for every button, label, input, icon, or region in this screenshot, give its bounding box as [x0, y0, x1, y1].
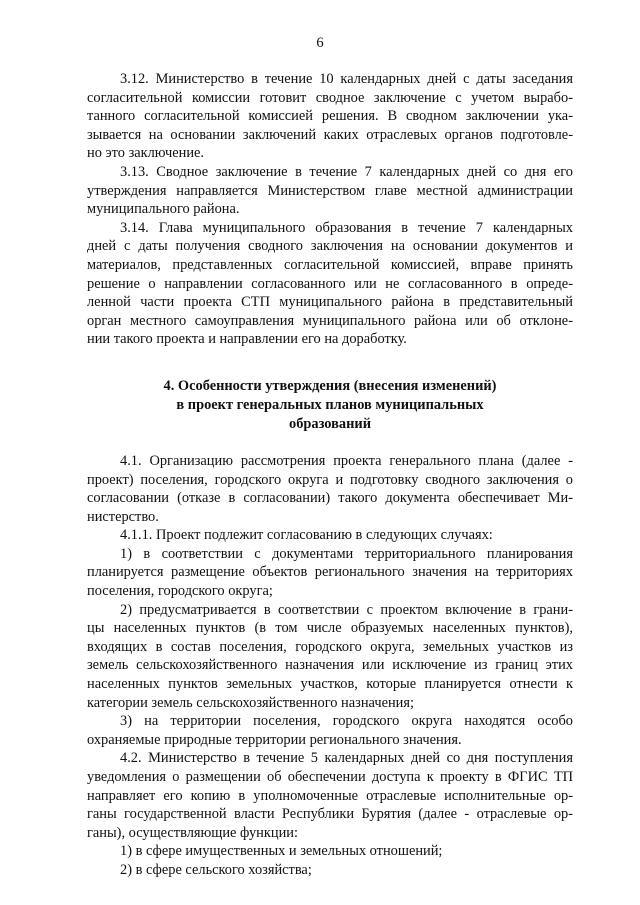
- text-line: 4.1.1. Проект подлежит согласованию в следующих случаях:: [120, 527, 493, 544]
- text-line: 2) предусматривается в соответствии с проектом включение в грани-: [120, 601, 573, 618]
- paragraphs-bottom: [87, 452, 573, 880]
- text-line: танного согласительной комиссией решения. В сводном заключении ука-: [87, 108, 573, 125]
- text-line: дней с даты получения сводного заключения на основании документов и: [87, 238, 573, 255]
- text-line: 3) на территории поселения, городского округа находятся особо: [120, 713, 573, 730]
- text-line: решение о направлении согласованного или не согласованного в опреде-: [87, 275, 573, 292]
- section-heading-line: в проект генеральных планов муниципальных: [176, 396, 484, 413]
- paragraph-p-func-2: [87, 861, 573, 880]
- paragraph-p-item-1: [87, 545, 573, 601]
- text-line: нистерство.: [87, 508, 159, 525]
- text-line: 1) в соответствии с документами территориального планирования: [120, 545, 573, 562]
- text-line: согласительной комиссии готовит сводное заключение с учетом вырабо-: [87, 89, 573, 106]
- text-line: 2) в сфере сельского хозяйства;: [120, 861, 312, 878]
- section-heading-line: 4. Особенности утверждения (внесения изменений): [163, 377, 497, 394]
- paragraph-p-4-2: [87, 749, 573, 842]
- paragraph-p-4-1-1: [87, 526, 573, 545]
- text-line: 3.14. Глава муниципального образования в течение 7 календарных: [120, 219, 573, 236]
- paragraph-p-item-3: [87, 712, 573, 749]
- text-line: согласовании (отказе в согласовании) такого документа обеспечивает Ми-: [87, 490, 573, 507]
- text-line: ленной части проекта СТП муниципального района в представительный: [87, 294, 573, 311]
- text-line: планируется размещение объектов регионального значения на территориях: [87, 564, 573, 581]
- paragraph-p-3-14: [87, 219, 573, 349]
- text-line: муниципального района.: [87, 201, 240, 218]
- text-line: поселения, городского округа;: [87, 583, 273, 600]
- text-line: 4.1. Организацию рассмотрения проекта генерального плана (далее -: [120, 452, 573, 469]
- text-line: 4.2. Министерство в течение 5 календарных дней со дня поступления: [120, 750, 573, 767]
- text-line: цы населенных пунктов (в том числе образуемых населенных пунктов),: [87, 620, 573, 637]
- section-heading-line: образований: [289, 415, 371, 432]
- text-line: 3.13. Сводное заключение в течение 7 календарных дней со дня его: [120, 163, 573, 180]
- text-line: входящих в состав поселения, городского округа, земельных участков из: [87, 638, 573, 655]
- text-line: проект) поселения, городского округа и подготовку сводного заключения о: [87, 471, 573, 488]
- text-line: нии такого проекта и направлении его на доработку.: [87, 331, 407, 348]
- text-line: 1) в сфере имущественных и земельных отношений;: [120, 843, 443, 860]
- text-line: утверждения направляется Министерством главе местной администрации: [87, 182, 573, 199]
- text-line: охраняемые природные территории регионального значения.: [87, 731, 462, 748]
- paragraph-p-item-2: [87, 601, 573, 713]
- text-line: но это заключение.: [87, 145, 205, 162]
- document-body: [87, 70, 573, 880]
- section-heading: [87, 377, 573, 434]
- text-line: ганы), осуществляющие функции:: [87, 824, 298, 841]
- paragraph-p-3-12: [87, 70, 573, 163]
- text-line: зывается на основании заключений каких отраслевых органов подготовле-: [87, 126, 573, 143]
- text-line: населенных пунктов земельных участков, которые планируется отнести к: [87, 676, 573, 693]
- text-line: материалов, представленных согласительной комиссией, вправе принять: [87, 256, 573, 273]
- text-line: орган местного самоуправления муниципального района или об отклоне-: [87, 312, 573, 329]
- text-line: категории земель сельскохозяйственного назначения;: [87, 694, 414, 711]
- text-line: уведомления о размещении об обеспечении доступа к проекту в ФГИС ТП: [87, 769, 573, 785]
- text-line: 3.12. Министерство в течение 10 календарных дней с даты заседания: [120, 71, 573, 87]
- text-line: направляет его копию в уполномоченные отраслевые исполнительные ор-: [87, 787, 573, 804]
- paragraph-p-4-1: [87, 452, 573, 526]
- text-line: земель сельскохозяйственного назначения или исключение из границ этих: [87, 657, 573, 674]
- paragraph-p-3-13: [87, 163, 573, 219]
- paragraph-p-func-1: [87, 842, 573, 861]
- page-number: 6: [316, 35, 324, 51]
- paragraphs-top: [87, 70, 573, 349]
- text-line: ганы государственной власти Республики Бурятия (далее - отраслевые ор-: [87, 806, 573, 823]
